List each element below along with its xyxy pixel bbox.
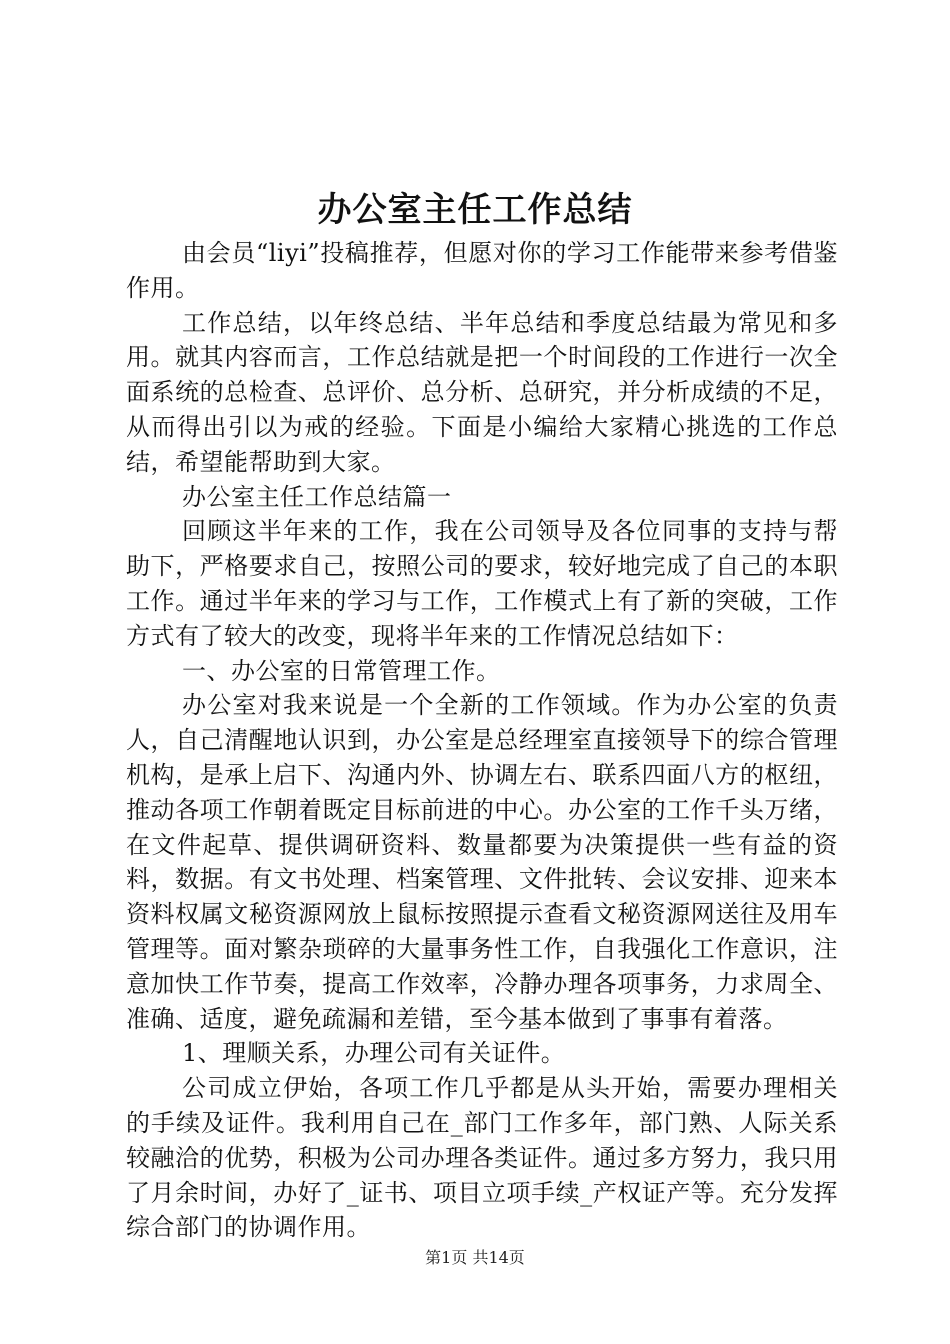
document-title: 办公室主任工作总结 [317,190,633,230]
section-heading-daily-management: 一、办公室的日常管理工作。 [182,656,501,685]
paragraph-office-work: 办公室对我来说是一个全新的工作领域。作为办公室的负责人，自己清醒地认识到，办公室是总经理室直接领导下的综合管理机构，是承上启下、沟通内外、协调左右、联系四面八方的枢纽，推动各项工作朝着既定目标前进的中心。办公室的工作千头万绪，在文件起草、提供调研资料、数量都要为决策提供一些有益的资料，数据。有文书处理、档案管理、文件批转、会议安排、迎来本资料权属文秘资源网放上鼠标按照提示查看文秘资源网送往及用车管理等。面对繁杂琐碎的大量事务性工作，自我强化工作意识，注意加快工作节奏，提高工作效率，冷静办理各项事务，力求周全、准确、适度，避免疏漏和差错，至今基本做到了事事有着落。 [126,691,838,1033]
subheading-certificates: 1、理顺关系，办理公司有关证件。 [182,1039,566,1068]
section-heading-part-one: 办公室主任工作总结篇一 [182,482,452,511]
paragraph-summary-definition: 工作总结，以年终总结、半年总结和季度总结最为常见和多用。就其内容而言，工作总结就是把一个时间段的工作进行一次全面系统的总检查、总评价、总分析、总研究，并分析成绩的不足，从而得出引以为戒的经验。下面是小编给大家精心挑选的工作总结，希望能帮助到大家。 [126,308,838,476]
page-footer: 第1页 共14页 [425,1248,525,1267]
paragraph-intro: 由会员“liyi”投稿推荐，但愿对你的学习工作能带来参考借鉴作用。 [126,239,838,302]
paragraph-certificates: 公司成立伊始，各项工作几乎都是从头开始，需要办理相关的手续及证件。我利用自己在_部门工作多年，部门熟、人际关系较融洽的优势，积极为公司办理各类证件。通过多方努力，我只用了月余时间，办好了_证书、项目立项手续_产权证产等。充分发挥综合部门的协调作用。 [126,1074,838,1242]
paragraph-review: 回顾这半年来的工作，我在公司领导及各位同事的支持与帮助下，严格要求自己，按照公司的要求，较好地完成了自己的本职工作。通过半年来的学习与工作，工作模式上有了新的突破，工作方式有了较大的改变，现将半年来的工作情况总结如下： [126,517,838,650]
document-body [126,236,838,1245]
